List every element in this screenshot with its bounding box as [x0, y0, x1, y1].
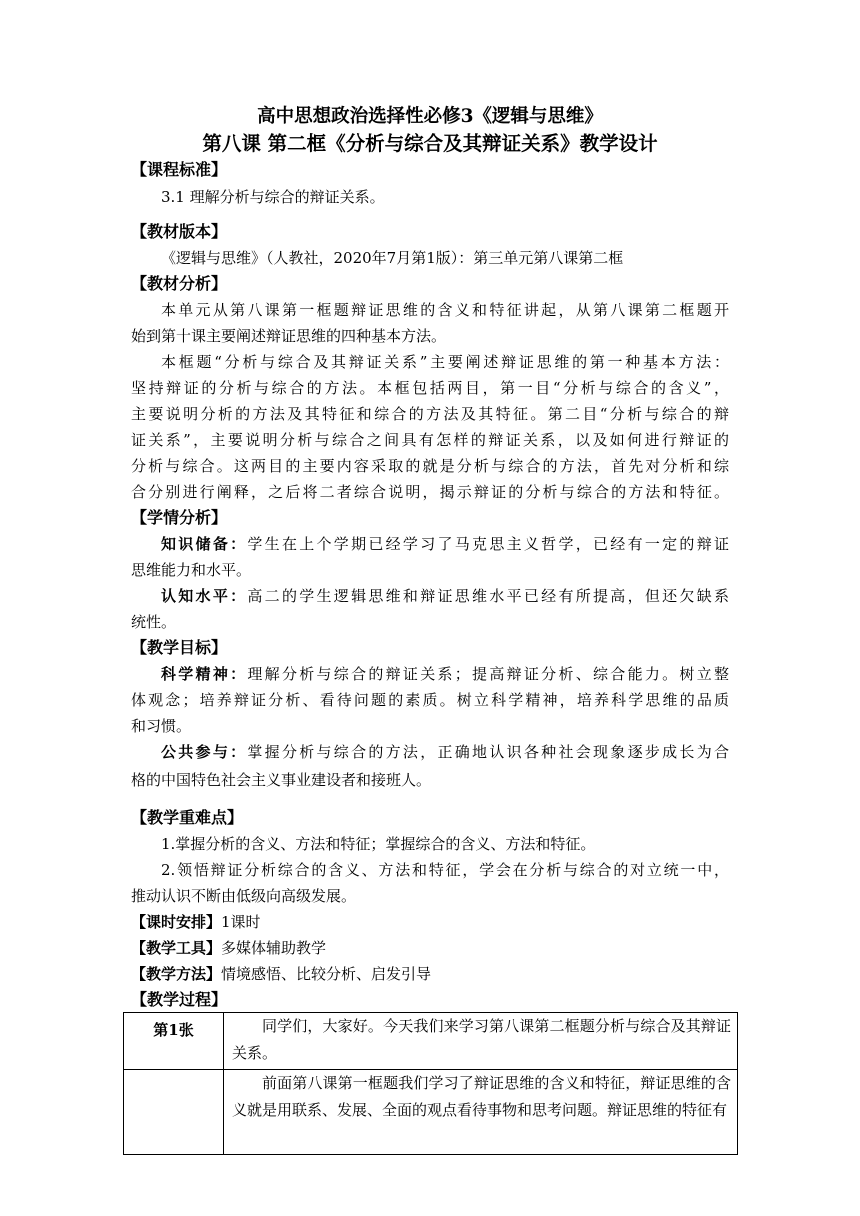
document-subtitle: 第八课 第二框《分析与综合及其辩证关系》教学设计: [202, 132, 658, 155]
science-spirit-text: 理解分析与综合的辩证关系；提高辩证分析、综合能力。树立整: [247, 665, 729, 683]
teaching-goals-line: [131, 661, 729, 687]
knowledge-label: 知识储备：: [161, 535, 248, 553]
methods-line: [131, 961, 729, 987]
teaching-goals-line: 和习惯。: [131, 717, 192, 735]
teaching-goals-line: 格的中国特色社会主义事业建设者和接班人。: [131, 771, 432, 789]
tools-line: [131, 935, 729, 961]
table-row: [124, 1070, 738, 1155]
section-heading-textbook-version: 【教材版本】: [131, 222, 228, 241]
textbook-analysis-line: 本单元从第八课第一框题辩证思维的含义和特征讲起，从第八课第二框题开: [161, 301, 729, 319]
science-spirit-label: 科学精神：: [161, 665, 248, 683]
textbook-analysis-line: 始到第十课主要阐述辩证思维的四种基本方法。: [131, 327, 447, 345]
textbook-analysis-line: 本框题“分析与综合及其辩证关系”主要阐述辩证思维的第一种基本方法：: [161, 353, 729, 371]
section-heading-process: 【教学过程】: [131, 990, 228, 1009]
teaching-goals-line: [131, 739, 729, 765]
student-analysis-line: 思维能力和水平。: [131, 561, 252, 579]
table-cell-label: 第1张: [124, 1013, 224, 1070]
knowledge-text: 学生在上个学期已经学习了马克思主义哲学，已经有一定的辩证: [247, 535, 729, 553]
key-point-item: 1.掌握分析的含义、方法和特征；掌握综合的含义、方法和特征。: [161, 835, 596, 853]
teaching-goals-line: 体观念；培养辩证分析、看待问题的素质。树立科学精神，培养科学思维的品质: [131, 691, 729, 709]
table-cell-label: [124, 1070, 224, 1155]
key-point-item: 推动认识不断由低级向高级发展。: [131, 887, 357, 905]
document-title: 高中思想政治选择性必修3《逻辑与思维》: [257, 106, 603, 127]
textbook-analysis-line: 合分别进行阐释，之后将二者综合说明，揭示辩证的分析与综合的方法和特征。: [131, 483, 729, 501]
cognition-label: 认知水平：: [161, 587, 248, 605]
section-heading-key-points: 【教学重难点】: [131, 808, 244, 827]
section-heading-teaching-goals: 【教学目标】: [131, 638, 228, 657]
textbook-analysis-line: 证关系”，主要说明分析与综合之间具有怎样的辩证关系，以及如何进行辩证的: [131, 431, 729, 449]
section-heading-course-standard: 【课程标准】: [131, 160, 228, 179]
public-participation-label: 公共参与：: [161, 743, 248, 761]
textbook-analysis-line: 分析与综合。这两目的主要内容采取的就是分析与综合的方法，首先对分析和综: [131, 457, 729, 475]
table-cell-content: 同学们，大家好。今天我们来学习第八课第二框题分析与综合及其辩证关系。: [224, 1013, 738, 1070]
section-heading-textbook-analysis: 【教材分析】: [131, 274, 228, 293]
process-table: [123, 1012, 738, 1155]
key-point-item: 2.领悟辩证分析综合的含义、方法和特征，学会在分析与综合的对立统一中，: [161, 861, 729, 879]
methods-heading: 【教学方法】: [131, 965, 222, 983]
schedule-value: 1课时: [221, 913, 261, 931]
public-participation-text: 掌握分析与综合的方法，正确地认识各种社会现象逐步成长为合: [247, 743, 729, 761]
table-row: [124, 1013, 738, 1070]
tools-value: 多媒体辅助教学: [221, 939, 327, 957]
schedule-line: [131, 909, 729, 935]
table-cell-content: 前面第八课第一框题我们学习了辩证思维的含义和特征，辩证思维的含义就是用联系、发展、全面的观点看待事物和思考问题。辩证思维的特征有: [224, 1070, 738, 1155]
schedule-heading: 【课时安排】: [131, 913, 222, 931]
methods-value: 情境感悟、比较分析、启发引导: [221, 965, 432, 983]
textbook-version-text: 《逻辑与思维》（人教社，2020年7月第1版）：第三单元第八课第二框: [161, 249, 624, 267]
student-analysis-line: [131, 531, 729, 557]
student-analysis-line: 统性。: [131, 613, 177, 631]
textbook-analysis-line: 主要说明分析的方法及其特征和综合的方法及其特征。第二目“分析与综合的辩: [131, 405, 729, 423]
textbook-analysis-line: 坚持辩证的分析与综合的方法。本框包括两目，第一目“分析与综合的含义”，: [131, 379, 729, 397]
course-standard-text: 3.1 理解分析与综合的辩证关系。: [161, 188, 385, 206]
student-analysis-line: [131, 583, 729, 609]
section-heading-student-analysis: 【学情分析】: [131, 508, 228, 527]
tools-heading: 【教学工具】: [131, 939, 222, 957]
cognition-text: 高二的学生逻辑思维和辩证思维水平已经有所提高，但还欠缺系: [247, 587, 729, 605]
